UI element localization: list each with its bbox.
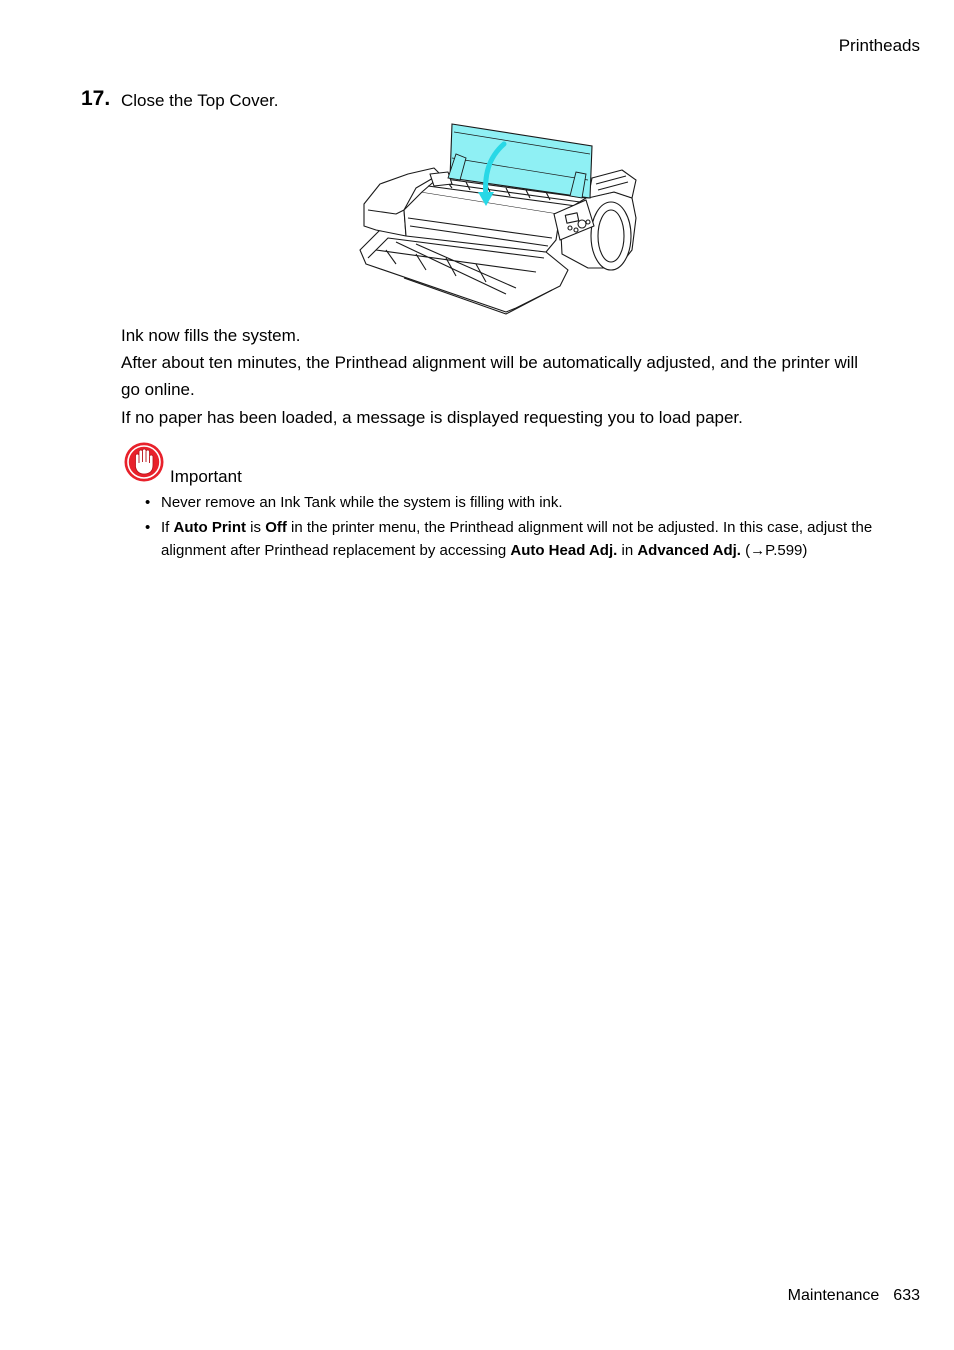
footer-page-number: 633: [893, 1287, 920, 1304]
setting-value-off: Off: [265, 519, 287, 536]
important-notes-list: [144, 491, 874, 564]
paragraph-ink-fills: Ink now fills the system.: [121, 326, 301, 345]
page-reference-link[interactable]: (→P.599): [740, 542, 808, 559]
page-footer: [788, 1287, 920, 1305]
printer-top-cover-illustration: [356, 118, 640, 318]
menu-item-auto-print: Auto Print: [173, 519, 247, 536]
important-label: Important: [170, 467, 242, 486]
menu-item-advanced-adj: Advanced Adj.: [637, 542, 741, 559]
step-number: 17.: [81, 87, 111, 110]
menu-item-auto-head-adj: Auto Head Adj.: [510, 542, 618, 559]
running-header-section: Printheads: [838, 36, 920, 55]
important-note-auto-print: • If Auto Print is Off in the printer menu, the Printhead alignment will not be adjusted. In this case, adjust the alignment after Printhead replacement by accessing Auto Head Adj. in Advanced Adj. (→P.599): [144, 516, 874, 562]
stop-hand-icon: [123, 441, 165, 483]
paragraph-alignment-adjusted: After about ten minutes, the Printhead alignment will be automatically adjusted, and the printer will go online.: [121, 353, 859, 399]
step-instruction: Close the Top Cover.: [121, 91, 279, 110]
important-note-ink-tank: • Never remove an Ink Tank while the system is filling with ink.: [144, 491, 874, 514]
footer-chapter: Maintenance: [787, 1287, 880, 1304]
paragraph-no-paper-message: If no paper has been loaded, a message is displayed requesting you to load paper.: [121, 408, 743, 427]
